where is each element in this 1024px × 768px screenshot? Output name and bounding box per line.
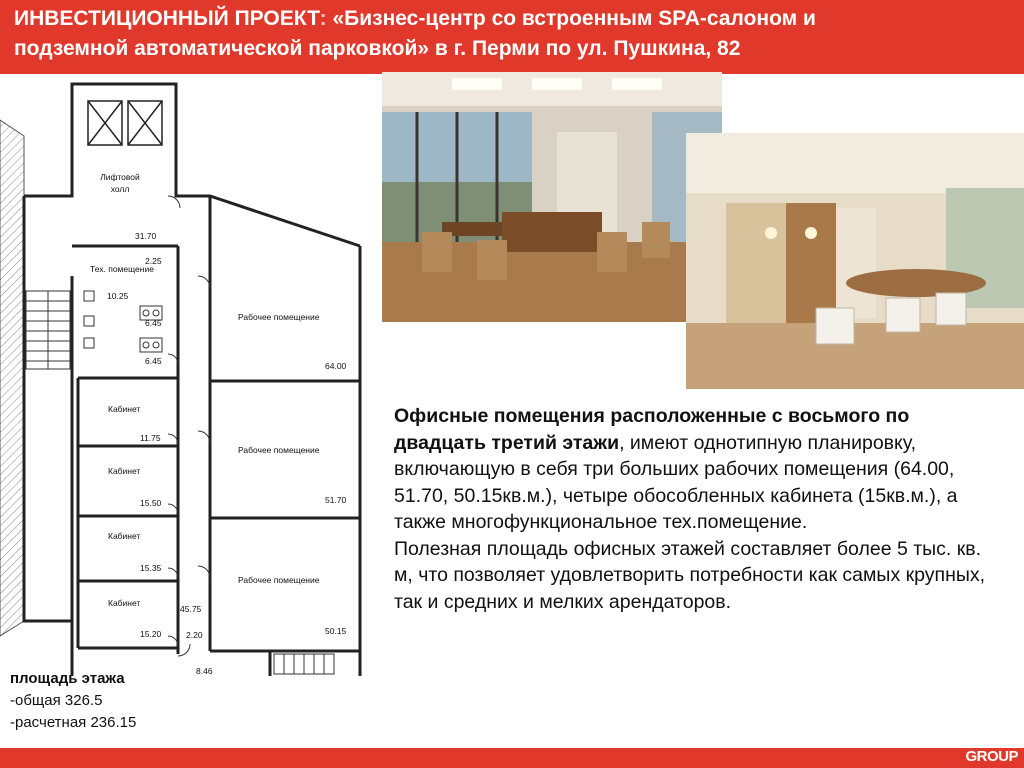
office-1-area: 11.75: [140, 433, 161, 443]
work-room-2-label: Рабочее помещение: [238, 445, 320, 455]
tech-room-label: Тех. помещение: [90, 264, 154, 274]
office-photo-1: [382, 72, 722, 322]
floor-plan: [0, 76, 382, 676]
work-room-3-area: 50.15: [325, 626, 347, 636]
project-title-part1: «Бизнес-центр со встроенным SPA-салоном и: [326, 7, 816, 30]
office-2-label: Кабинет: [108, 466, 141, 476]
office-4-area: 15.20: [140, 629, 162, 639]
work-room-3-label: Рабочее помещение: [238, 575, 320, 585]
lift-hall-area: 31.70: [135, 231, 157, 241]
work-room-1-label: Рабочее помещение: [238, 312, 320, 322]
office-3-label: Кабинет: [108, 531, 141, 541]
project-label-colon: :: [319, 7, 327, 30]
wc2-area: 6.45: [145, 318, 162, 328]
header-line-2: подземной автоматической парковкой» в г. Перми по ул. Пушкина, 82: [14, 37, 741, 60]
tech-room-area: 10.25: [107, 291, 129, 301]
wc1-area: 2.25: [145, 256, 162, 266]
office-2-area: 15.50: [140, 498, 162, 508]
office-photo-2: [686, 133, 1024, 389]
work-room-2-area: 51.70: [325, 495, 347, 505]
corridor-area: 45.75: [180, 604, 202, 614]
description-paragraph-1: [394, 403, 998, 536]
description-rest: , имеют однотипную планировку, включающую в себя три больших рабочих помещения (64.00, 51.70, 50.15кв.м.), четыре обособленных кабинета (15кв.м.), а также многофункциональное тех.помещение.: [394, 431, 958, 533]
work-room-1-area: 64.00: [325, 361, 347, 371]
lift-hall-label: Лифтовой: [100, 172, 140, 182]
description-text: [394, 403, 998, 615]
kd-group-logo: [942, 730, 1018, 768]
office-3-area: 15.35: [140, 563, 162, 573]
office-4-label: Кабинет: [108, 598, 141, 608]
description-paragraph-2: Полезная площадь офисных этажей составляет более 5 тыс. кв. м, что позволяет удовлетворить потребности как самых крупных, так и средних и мелких арендаторов.: [394, 537, 986, 613]
small-room-area: 2.20: [186, 630, 203, 640]
floor-area-rated: -расчетная 236.15: [10, 714, 137, 731]
wc3-area: 6.45: [145, 356, 162, 366]
header-line-1: [14, 4, 1010, 34]
floor-area-title: площадь этажа: [10, 670, 125, 687]
stair-area: 8.46: [196, 666, 213, 676]
footer-bar: [0, 748, 1024, 768]
slide-header: [0, 0, 1024, 74]
description-bold: Офисные помещения расположенные с восьмого по двадцать третий этажи: [394, 405, 910, 454]
floor-area-total: -общая 326.5: [10, 692, 103, 709]
lift-hall-label-2: холл: [110, 184, 130, 194]
logo-group: GROUP: [965, 748, 1018, 765]
logo-kd: KD: [964, 731, 988, 751]
floor-area-summary: [10, 668, 270, 734]
office-1-label: Кабинет: [108, 404, 141, 414]
project-label: ИНВЕСТИЦИОННЫЙ ПРОЕКТ: [14, 7, 320, 30]
